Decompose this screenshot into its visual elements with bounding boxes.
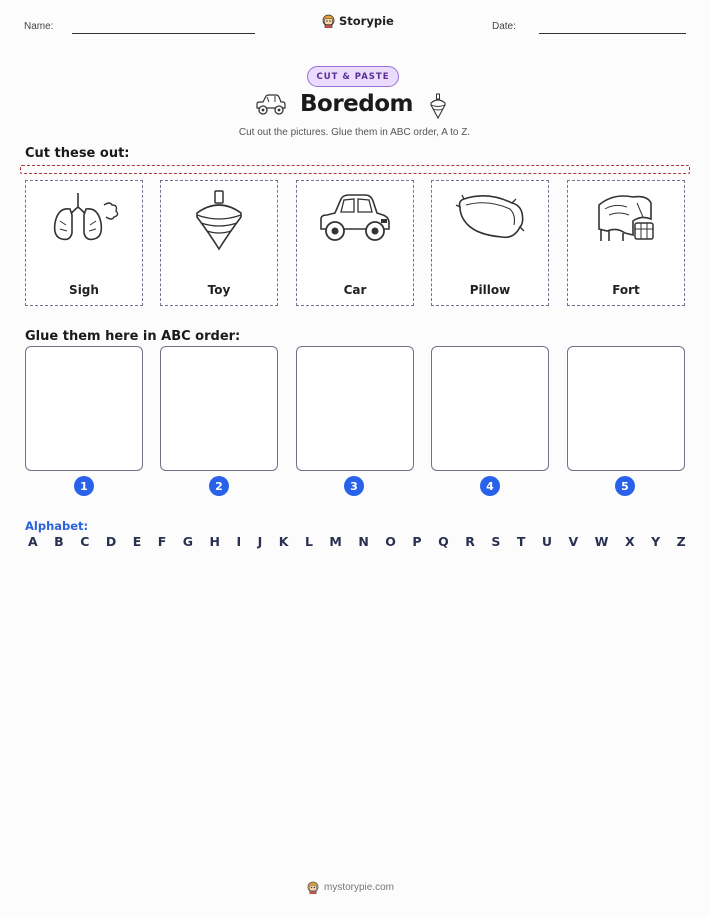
card-label: Pillow (469, 283, 511, 297)
alphabet-letter: R (465, 534, 475, 549)
alphabet-letter: Y (651, 534, 661, 549)
slot-number-badge: 1 (74, 476, 94, 496)
slot-number-badge: 2 (209, 476, 229, 496)
alphabet-letter: D (105, 534, 117, 549)
alphabet-letter: X (624, 534, 635, 549)
card-label: Fort (612, 283, 640, 297)
alphabet-letter: G (182, 534, 194, 549)
alphabet-letter: U (541, 534, 552, 549)
alphabet-letter: Z (676, 534, 686, 549)
name-line[interactable] (72, 33, 255, 34)
alphabet-row (28, 534, 686, 549)
alphabet-letter: E (132, 534, 142, 549)
alphabet-letter: W (594, 534, 609, 549)
alphabet-letter: B (54, 534, 64, 549)
alphabet-letter: O (385, 534, 396, 549)
cut-line (20, 165, 690, 174)
pillow-icon (454, 189, 526, 245)
alphabet-letter: J (257, 534, 263, 549)
slot-number-badge: 3 (344, 476, 364, 496)
blanket-fort-icon (593, 189, 659, 247)
glue-slot-2[interactable] (160, 346, 278, 471)
cut-heading: Cut these out: (25, 146, 130, 161)
glue-slot-3[interactable] (296, 346, 414, 471)
spinning-top-icon (428, 93, 448, 119)
alphabet-letter: S (491, 534, 501, 549)
slot-number-badge: 4 (480, 476, 500, 496)
alphabet-letter: T (516, 534, 526, 549)
car-icon (254, 93, 288, 117)
slot-number-badge: 5 (615, 476, 635, 496)
footer (307, 881, 394, 894)
alphabet-letter: N (358, 534, 369, 549)
alphabet-letter: I (236, 534, 242, 549)
alphabet-letter: V (568, 534, 579, 549)
alphabet-letter: A (28, 534, 38, 549)
cutout-card-fort[interactable] (567, 180, 685, 306)
page-title: Boredom (300, 91, 414, 117)
spinning-top-icon (189, 189, 249, 253)
glue-slot-5[interactable] (567, 346, 685, 471)
brand-name: Storypie (339, 14, 394, 28)
glue-heading: Glue them here in ABC order: (25, 329, 241, 344)
card-label: Sigh (69, 283, 99, 297)
footer-url: mystorypie.com (324, 882, 395, 893)
brand-logo (322, 14, 394, 28)
date-line[interactable] (539, 33, 686, 34)
card-label: Car (343, 283, 367, 297)
lungs-icon (48, 189, 120, 249)
alphabet-letter: H (209, 534, 221, 549)
alphabet-letter: K (278, 534, 289, 549)
name-label: Name: (24, 21, 54, 32)
instructions: Cut out the pictures. Glue them in ABC order, A to Z. (238, 127, 471, 138)
cutout-card-toy[interactable] (160, 180, 278, 306)
card-label: Toy (207, 283, 231, 297)
car-icon (317, 189, 393, 249)
storypie-mascot-icon (322, 14, 335, 28)
cutout-card-car[interactable] (296, 180, 414, 306)
cut-and-paste-tag: CUT & PASTE (307, 66, 399, 87)
alphabet-label: Alphabet: (25, 519, 89, 533)
cutout-card-pillow[interactable] (431, 180, 549, 306)
alphabet-letter: P (412, 534, 422, 549)
alphabet-letter: M (329, 534, 342, 549)
glue-slot-4[interactable] (431, 346, 549, 471)
alphabet-letter: C (80, 534, 90, 549)
alphabet-letter: L (304, 534, 313, 549)
alphabet-letter: Q (438, 534, 449, 549)
alphabet-letter: F (157, 534, 167, 549)
glue-slot-1[interactable] (25, 346, 143, 471)
date-label: Date: (492, 21, 516, 32)
storypie-mascot-icon (307, 881, 319, 894)
cutout-card-sigh[interactable] (25, 180, 143, 306)
